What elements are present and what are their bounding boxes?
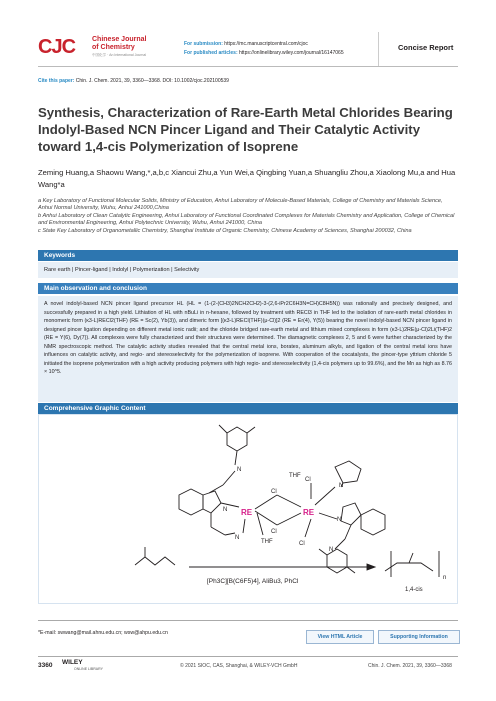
left-indole-benzo [179,489,203,515]
reaction-conditions: [Ph3C][B(C6F5)4], AliBu3, PhCl [207,578,299,585]
header-divider [378,32,379,66]
citation-label: Cite this paper: [38,78,75,84]
rare-earth-left: RE [241,508,253,517]
citation-text[interactable]: Chin. J. Chem. 2021, 39, 3360—3368. DOI: 10.1002/cjoc.202100539 [75,78,229,84]
publisher-sub: ONLINE LIBRARY [74,667,103,671]
journal-name-line2: of Chemistry [92,44,135,51]
right-indole-pyrrole [341,503,361,525]
article-type: Concise Report [398,43,454,52]
article-title: Synthesis, Characterization of Rare-Earth Metal Chlorides Bearing Indolyl-Based NCN Pincer Ligand and Their Catalytic Activity toward 1,4-cis Polymerization of Isoprene [38,105,453,154]
citation-line [38,78,229,84]
repeat-unit-n: n [443,575,447,581]
product-stereo-label: 1,4-cis [405,587,423,593]
right-amine-ring [335,461,361,483]
n-label-2: N [223,507,228,513]
keywords-header: Keywords [38,250,458,261]
journal-name-line1: Chinese Journal [92,36,147,43]
copyright-notice: © 2021 SIOC, CAS, Shanghai, & WILEY-VCH GmbH [180,663,298,669]
keywords-list: Rare earth | Pincer-ligand | Indolyl | Polymerization | Selectivity [38,262,458,278]
supporting-info-button[interactable]: Supporting Information [378,630,460,644]
abstract-header: Main observation and conclusion [38,283,458,294]
cl-label-2: Cl [271,529,277,535]
page-number: 3360 [38,662,53,669]
n-label-6: N [329,547,334,553]
reaction-scheme [39,415,457,603]
journal-reference: Chin. J. Chem. 2021, 39, 3360—3368 [368,663,452,669]
n-label-4: N [339,483,344,489]
journal-tagline: 中国化学 · An International Journal [92,53,147,57]
submission-label: For submission: [184,41,223,47]
n-label-3: N [235,535,240,541]
published-label: For published articles: [184,50,238,56]
thf-label-top: THF [289,473,301,479]
view-html-button[interactable]: View HTML Article [306,630,374,644]
bottom-rule [38,656,458,657]
footer-rule [38,620,458,621]
published-link[interactable]: https://onlinelibrary.wiley.com/journal/16147065 [239,50,344,56]
header-rule [38,66,458,67]
thf-label-bottom: THF [261,539,273,545]
n-label-5: N [337,517,342,523]
isoprene-monomer [135,557,175,565]
submission-link[interactable]: https://mc.manuscriptcentral.com/cjoc [224,41,308,47]
submission-links [184,40,344,58]
author-list: Zeming Huang,a Shaowu Wang,*,a,b,c Xiancui Zhu,a Yun Wei,a Qingbing Yuan,a Shuangliu Zhou,a Xiaolong Mu,a and Hua Wang*a [38,168,456,189]
journal-logo-mark: CJC [38,35,76,58]
left-indole-pyrrole [203,491,221,513]
affiliation-b: b Anhui Laboratory of Clean Catalytic Engineering, Anhui Laboratory of Functional Coordinated Complexes for Materials Chemistry and Application, College of Chemical and Environmental Engineering, Anhui Polytechnic University, Wuhu, Anhui 241000, China [38,212,455,227]
right-indole-benzo [361,509,385,535]
left-aryl-ring [227,427,247,451]
affiliation-a: a Key Laboratory of Functional Molecular Solids, Ministry of Education, Anhui Laboratory of Molecule-Based Materials, College of Chemistry and Materials Science, Anhui Normal University, Wuhu, Anhui 241000,China [38,198,443,212]
cl-label-3: Cl [305,477,311,483]
corresponding-email: *E-mail: swwang@mail.ahnu.edu.cn; wsw@ahpu.edu.cn [38,630,168,636]
affiliations [38,198,458,235]
cl-label-4: Cl [299,541,305,547]
abstract-text: A novel indolyl-based NCN pincer ligand precursor HL (HL = (1-(2-(CH3)2NCH2CH2)-3-(2,6-iPr2C6H3N=CH)C8H5N)) was rationally and precisely designed, and successfully prepared in a high yield. Lithiation of HL with nBuLi in n-hexane, followed by treatment with RECl3 in THF led to the isolation of rare-earth metal chlorides in monomeric form (κ3-L)RECl2(THF) (RE = Sc(2), Yb(3)), and dimeric form [(κ3-L)RECl(THF)(μ-Cl)]2 (RE = Er(4), Y(5)) bearing the novel indolyl-based NCN pincer ligand in designed pincer ligation depending on different metal ionic radii; and the chloride bridged rare-earth metal and lithium mixed complexes in form (κ3-L)2RE(μ-Cl)2Li(THF)2 (RE = Y(6), Dy(7)). All complexes were fully characterized and their structures were determined. The diamagnetic complexes 2, 5 and 6 were further characterized by the NMR spectroscopic method. The catalytic activity studies revealed that the central metal ions, borates, aluminum alkyls, and ligation of the central metal ions have influences on catalytic activity, and regio- and stereoselectivity for the polymerization of isoprene. With cooperation of the cocatalysts, the pincer-type yttrium chloride 5 initiated the isoprene polymerization with a high activity producing polymers with high regio- and stereoselectivity (1,4-cis polymers up to 99.6%), and the Mn as high as 8.76 × 10^5. [38,296,458,402]
rare-earth-right: RE [303,508,315,517]
graphic-header: Comprehensive Graphic Content [38,403,458,414]
cl-label-1: Cl [271,489,277,495]
publisher-logo: WILEY [62,659,83,666]
journal-logo [38,36,88,58]
affiliation-c: c State Key Laboratory of Organometallic Chemistry, Shanghai Institute of Organic Chemistry, Chinese Academy of Sciences, Shanghai 200032, China [38,227,412,234]
polyisoprene-chain [385,563,433,571]
graphical-abstract [38,414,458,604]
journal-name [92,36,146,52]
n-label-1: N [237,467,242,473]
